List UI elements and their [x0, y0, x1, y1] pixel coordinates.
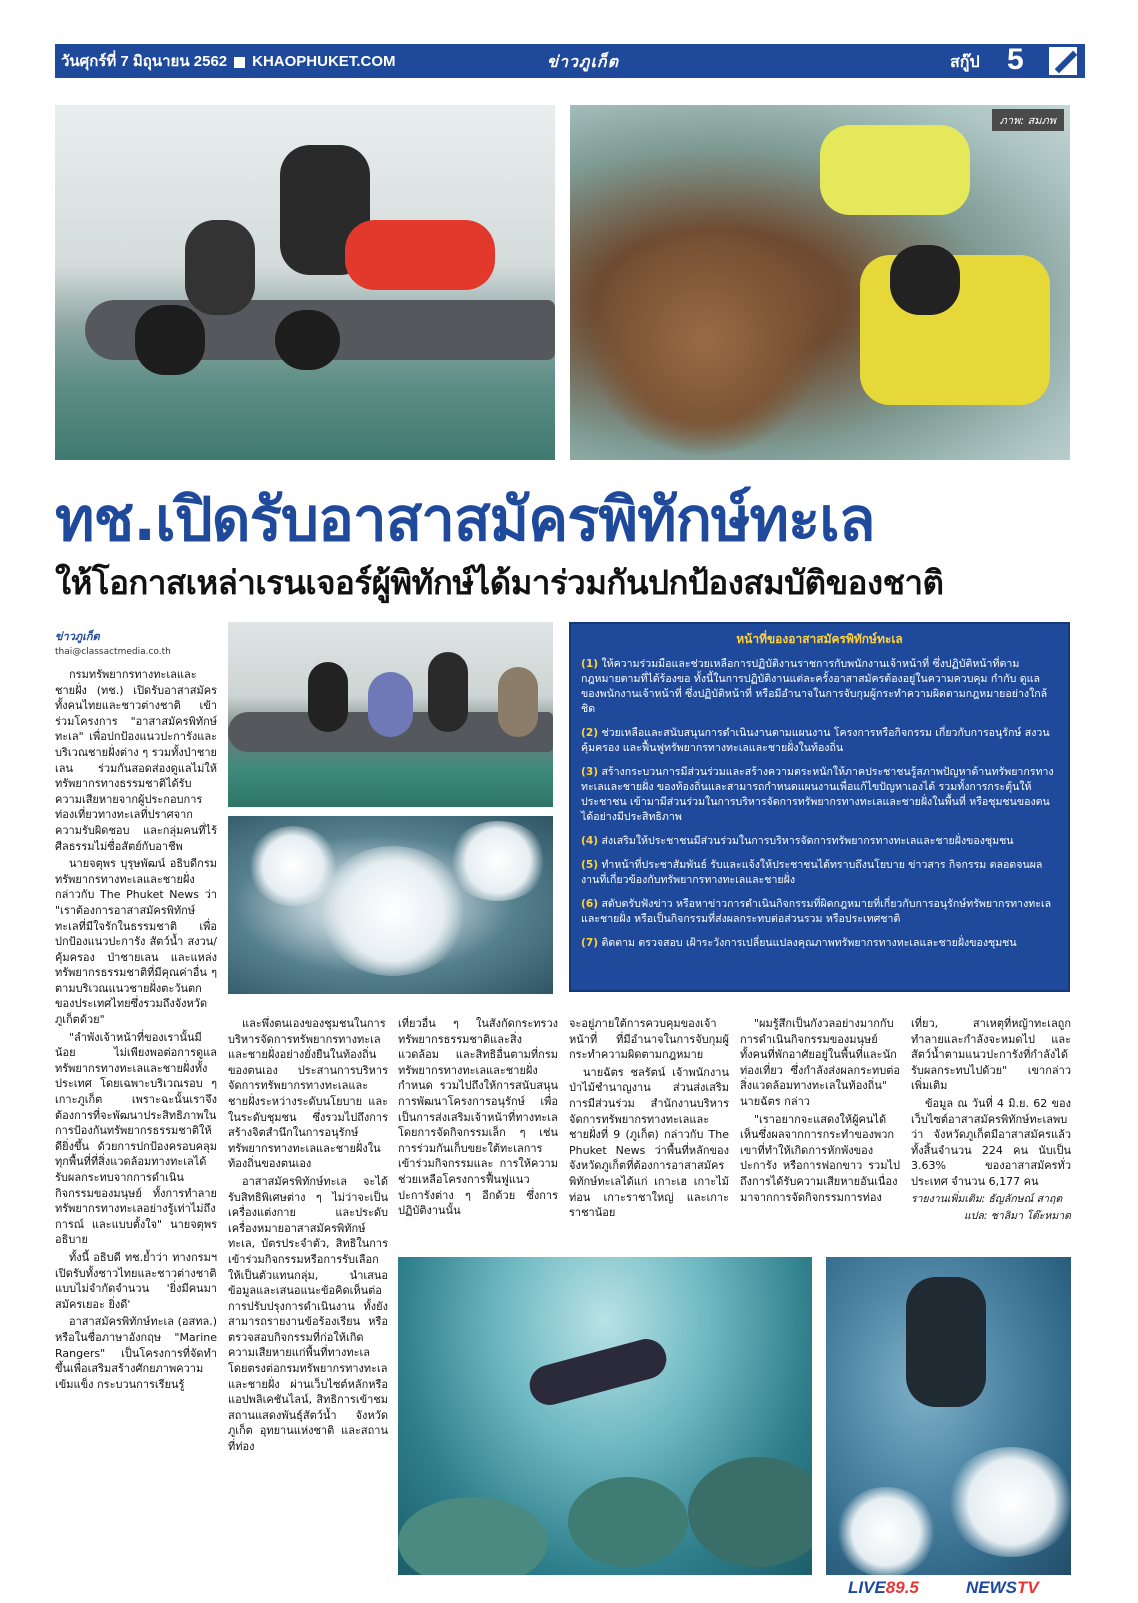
- paragraph: "เราอยากจะแสดงให้ผู้คนได้เห็นซึ่งผลจากการกระทำของพวกเขาที่ทำให้เกิดการหักพังของปะการัง หรือการฟอกขาว รวมไปถึงการได้รับความเสียหายอันเนื่องมาจากการจัดกิจกรรมการท่อง: [740, 1112, 900, 1204]
- byline-name: ข่าวภูเก็ต: [55, 630, 100, 643]
- newspaper-logo: ข่าวภูเก็ต: [547, 54, 619, 71]
- headline: ทช.เปิดรับอาสาสมัครพิทักษ์ทะเล: [55, 485, 875, 555]
- person-shape: [428, 652, 468, 732]
- duties-title: หน้าที่ของอาสาสมัครพิทักษ์ทะเล: [736, 632, 903, 646]
- person-shape: [185, 220, 255, 315]
- photo-underwater-snorkeler: [398, 1257, 812, 1575]
- photo-coral-divers: [570, 105, 1070, 460]
- photo-diver-coral: [826, 1257, 1071, 1575]
- duty-item: (3) สร้างกระบวนการมีส่วนร่วมและสร้างความตระหนักให้ภาคประชาชนรู้สภาพปัญหาด้านทรัพยากรทางทะเลและชายฝั่ง ของท้องถิ่นและสามารถกำหนดแผนงานเพื่อแก้ไขปัญหาเองได้ รวมทั้งการกระตุ้นให้ประชาชน เข้ามามีส่วนร่วมในการบริหารจัดการทรัพยากรทางทะเลและชายฝั่งในพื้นที่ หรือชุมชนของตนได้อย่างมีประสิทธิภาพ: [581, 766, 1054, 823]
- article-column-3: [398, 1016, 558, 1248]
- article-column-4: [569, 1016, 729, 1248]
- article-column-1: [55, 667, 217, 1572]
- diver-shape: [906, 1277, 986, 1407]
- paragraph: นายจตุพร บุรุษพัฒน์ อธิบดีกรมทรัพยากรทางทะเลและชายฝั่ง กล่าวกับ The Phuket News ว่า "เราต้องการอาสาสมัครพิทักษ์ทะเลที่มีใจรักในธรรมชาติ เพื่อปกป้องแนวปะการัง สัตว์น้ำ สงวน/คุ้มครอง ป่าชายเลน และแหล่งทรัพยากรธรรมชาติที่มีคุณค่าอื่น ๆ ตามบริเวณแนวชายฝั่งตะวันตกของประเทศไทยซึ่งรวมถึงจังหวัดภูเก็ตด้วย": [55, 857, 217, 1027]
- paragraph: จะอยู่ภายใต้การควบคุมของเจ้าหน้าที่ ที่มีอำนาจในการจับกุมผู้กระทำความผิดตามกฎหมาย: [569, 1017, 729, 1062]
- translator-credit: แปล: ชาลิมา โต๊ะหมาด: [963, 1210, 1071, 1223]
- duty-item: (6) สดับตรับฟังข่าว หรือหาข่าวการดำเนินกิจกรรมที่ผิดกฎหมายที่เกี่ยวกับการอนุรักษ์ทรัพยากรทางทะเลและชายฝั่ง หรือเป็นกิจกรรมที่ส่งผลกระทบต่อส่วนรวม หรือประเทศชาติ: [581, 898, 1052, 925]
- photo-team-on-boat: [228, 622, 553, 807]
- duty-item: (5) ทำหน้าที่ประชาสัมพันธ์ รับและแจ้งให้ประชาชนได้ทราบถึงนโยบาย ข่าวสาร กิจกรรม ตลอดจนผลงานที่เกี่ยวข้องกับทรัพยากรทางทะเลและชายฝั่ง: [581, 859, 1043, 886]
- issue-date: วันศุกร์ที่ 7 มิถุนายน 2562 KHAOPHUKET.COM: [61, 53, 396, 70]
- live-fm-logo: LIVE89.5: [848, 1578, 919, 1597]
- person-shape: [345, 220, 495, 290]
- section-label: สกู๊ป: [950, 52, 980, 71]
- coral-rock-shape: [590, 225, 820, 455]
- coral-shape: [318, 846, 468, 976]
- duty-item: (2) ช่วยเหลือและสนับสนุนการดำเนินงานตามแผนงาน โครงการหรือกิจกรรม เกี่ยวกับการอนุรักษ์ สงวน คุ้มครอง และฟื้นฟูทรัพยากรทางทะเลและชายฝั่งในท้องถิ่น: [581, 727, 1050, 754]
- page-number: 5: [1007, 43, 1024, 76]
- snorkeler-shape: [525, 1335, 671, 1410]
- person-shape: [135, 305, 205, 375]
- rock-shape: [568, 1477, 688, 1567]
- paragraph: ทั้งนี้ อธิบดี ทช.ย้ำว่า ทางกรมฯ เปิดรับทั้งชาวไทยและชาวต่างชาติแบบไม่จำกัดจำนวน 'ยิ่งมีคนมาสมัครเยอะ ยิ่งดี': [55, 1250, 217, 1311]
- paragraph: นายฉัตร ชลรัตน์ เจ้าพนักงานป่าไม้ชำนาญงาน ส่วนส่งเสริมการมีส่วนร่วม สำนักงานบริหารจัดการทรัพยากรทางทะเลและชายฝั่งที่ 9 (ภูเก็ต) กล่าวกับ The Phuket News ว่าพื้นที่หลักของจังหวัดภูเก็ตที่ต้องการอาสาสมัครพิทักษ์ทะเลได้แก่ เกาะเฮ เกาะไม้ท่อน เกาะราชาใหญ่ และเกาะราชาน้อย: [569, 1065, 729, 1220]
- paragraph: "ลำพังเจ้าหน้าที่ของเรานั้นมีน้อย ไม่เพียงพอต่อการดูแลทรัพยากรทางทะเลและชายฝั่งทั้งประเทศ โดยเฉพาะบริเวณรอบ ๆ เกาะภูเก็ต เพราะฉะนั้นเราจึงต้องการที่จะพัฒนาประสิทธิภาพในการป้องกันทรัพยากรธรรมชาติให้ดียิ่งขึ้น ด้วยการปกป้องครอบคลุมทุกพื้นที่ที่สิ่งแวดล้อมทางทะเลได้รับผลกระทบจากการดำเนินกิจกรรมของมนุษย์ ทั้งการทำลายทรัพยากรทางทะเลอย่างรู้เท่าไม่ถึงการณ์ และแบบตั้งใจ" นายจตุพร อธิบาย: [55, 1030, 217, 1247]
- photo-divers-boat: [55, 105, 555, 460]
- coral-shape: [946, 1447, 1071, 1557]
- duties-box: [569, 622, 1070, 992]
- duty-item: (4) ส่งเสริมให้ประชาชนมีส่วนร่วมในการบริหารจัดการทรัพยากรทางทะเลและชายฝั่งของชุมชน: [581, 835, 1014, 847]
- coral-shape: [448, 821, 548, 901]
- coral-shape: [248, 826, 338, 906]
- article-column-2: [228, 1016, 388, 1486]
- corner-arrow-icon: [1046, 44, 1080, 78]
- paragraph: ข้อมูล ณ วันที่ 4 มิ.ย. 62 ของเว็บไซต์อาสาสมัครพิทักษ์ทะเลพบว่า จังหวัดภูเก็ตมีอาสาสมัครแล้วทั้งสิ้นจำนวน 224 คน นับเป็น 3.63% ของอาสาสมัครทั่วประเทศ จำนวน 6,177 คน: [911, 1096, 1071, 1188]
- news-tv-logo: NEWSTV: [966, 1578, 1039, 1597]
- diver-mask-shape: [890, 245, 960, 315]
- article-column-6: [911, 1016, 1071, 1248]
- paragraph: เที่ยวอื่น ๆ ในสังกัดกระทรวงทรัพยากรธรรมชาติและสิ่งแวดล้อม และสิทธิอื่นตามที่กรมทรัพยากรทางทะเลและชายฝั่งกำหนด รวมไปถึงให้การสนับสนุนการพัฒนาโครงการอนุรักษ์ เพื่อเป็นการส่งเสริมเจ้าหน้าที่ทางทะเล โดยการจัดกิจกรรมเล็ก ๆ เช่น การร่วมกันเก็บขยะใต้ทะเลการเข้าร่วมกิจกรรมและ การให้ความช่วยเหลือโครงการฟื้นฟูแนวปะการังต่าง ๆ อีกด้วย ซึ่งการปฏิบัติงานนั้น: [398, 1017, 558, 1218]
- paragraph: เที่ยว, สาเหตุที่หญ้าทะเลถูกทำลายและกำลังจะหมดไป และสัตว์น้ำตามแนวปะการังที่กำลังได้รับผลกระทบไปด้วย" เขากล่าวเพิ่มเติม: [911, 1017, 1071, 1093]
- rock-shape: [688, 1457, 812, 1567]
- paragraph: และพึ่งตนเองของชุมชนในการบริหารจัดการทรัพยากรทางทะเลและชายฝั่งอย่างยั่งยืนในท้องถิ่นของตนเอง ประสานการบริหารจัดการทรัพยากรทางทะเลและชายฝั่งระหว่างระดับนโยบาย และในระดับชุมชน ซึ่งรวมไปถึงการสร้างจิตสำนึกในการอนุรักษ์ทรัพยากรทางทะเลและชายฝั่งในท้องถิ่นของตนเอง: [228, 1017, 388, 1171]
- duty-item: (7) ติดตาม ตรวจสอบ เฝ้าระวังการเปลี่ยนแปลงคุณภาพทรัพยากรทางทะเลและชายฝั่งของชุมชน: [581, 937, 1017, 949]
- subheadline: ให้โอกาสเหล่าเรนเจอร์ผู้พิทักษ์ได้มาร่วมกันปกป้องสมบัติของชาติ: [55, 563, 944, 602]
- photo-bleached-coral: [228, 816, 553, 994]
- person-shape: [275, 310, 340, 370]
- rock-shape: [398, 1497, 548, 1575]
- paragraph: "ผมรู้สึกเป็นกังวลอย่างมากกับการดำเนินกิจกรรมของมนุษย์ทั้งคนที่พักอาศัยอยู่ในพื้นที่และนักท่องเที่ยว ซึ่งกำลังส่งผลกระทบต่อสิ่งแวดล้อมทางทะเลในท้องถิ่น" นายฉัตร กล่าว: [740, 1017, 900, 1108]
- photo-credit: ภาพ: สมภพ: [992, 109, 1064, 131]
- person-shape: [308, 662, 348, 732]
- byline: [55, 627, 220, 657]
- diver-shape: [820, 125, 970, 215]
- paragraph: อาสาสมัครพิทักษ์ทะเล จะได้รับสิทธิพิเศษต่าง ๆ ไม่ว่าจะเป็นเครื่องแต่งกาย และประดับเครื่องหมายอาสาสมัครพิทักษ์ทะเล, บัตรประจำตัว, สิทธิในการเข้าร่วมกิจกรรมหรือการรับเลือกให้เป็นตัวแทนกลุ่ม, นำเสนอข้อมูลและเสนอแนะข้อคิดเห็นต่อการปรับปรุงการดำเนินงาน ทั้งยังสามารถรายงานข้อร้องเรียน หรือตรวจสอบกิจกรรมที่ก่อให้เกิดความเสียหายแก่พื้นที่ทางทะเลโดยตรงต่อกรมทรัพยากรทางทะเลและชายฝั่ง ผ่านเว็บไซต์หลักหรือแอปพลิเคชันไลน์, สิทธิการเข้าชมสถานแสดงพันธุ์สัตว์น้ำ จังหวัดภูเก็ต อุทยานแห่งชาติ และสถานที่ท่อง: [228, 1174, 388, 1454]
- footer-logos: [848, 1578, 1073, 1600]
- paragraph: กรมทรัพยากรทางทะเลและชายฝั่ง (ทช.) เปิดรับอาสาสมัครทั้งคนไทยและชาวต่างชาติ เข้าร่วมโครงการ "อาสาสมัครพิทักษ์ทะเล" เพื่อปกป้องแนวปะการังและบริเวณชายฝั่งต่าง ๆ รวมทั้งป่าชายเลน ร่วมกันสอดส่องดูแลไม่ให้ทรัพยากรทางธรรมชาติได้รับความเสียหายจากผู้ประกอบการท่องเที่ยวทางทะเลที่ปราศจากความรับผิดชอบ และกลุ่มคนที่ไร้ศีลธรรมไม่ซื่อสัตย์กับอาชีพ: [55, 668, 217, 853]
- separator-square-icon: [234, 57, 245, 68]
- site-url[interactable]: KHAOPHUKET.COM: [252, 53, 396, 70]
- coral-shape: [836, 1487, 936, 1575]
- person-shape: [368, 672, 413, 737]
- article-column-5: [740, 1016, 900, 1248]
- person-shape: [498, 667, 538, 737]
- duty-item: (1) ให้ความร่วมมือและช่วยเหลือการปฏิบัติงานราชการกับพนักงานเจ้าหน้าที่ ซึ่งปฏิบัติหน้าที่ตามกฎหมายตามที่ได้ร้องขอ ทั้งนี้ในการปฏิบัติงานแต่ละครั้งอาสาสมัครต้องอยู่ในความควบคุม กำกับ ดูแลของพนักงานเจ้าหน้าที่ ซึ่งปฏิบัติหน้าที่ หรือมีอำนาจในการจับกุมผู้กระทำความผิดตามกฎหมายอย่างใกล้ชิด: [581, 658, 1048, 715]
- page-header-bar: [55, 44, 1085, 78]
- paragraph: อาสาสมัครพิทักษ์ทะเล (อสทล.) หรือในชื่อภาษาอังกฤษ "Marine Rangers" เป็นโครงการที่จัดทำขึ้นเพื่อเสริมสร้างศักยภาพความเข้มแข็ง กระบวนการเรียนรู้: [55, 1315, 217, 1391]
- byline-email[interactable]: thai@classactmedia.co.th: [55, 647, 171, 657]
- reporter-credit: รายงานเพิ่มเติม: ธัญลักษณ์ สาฤต: [911, 1192, 1063, 1205]
